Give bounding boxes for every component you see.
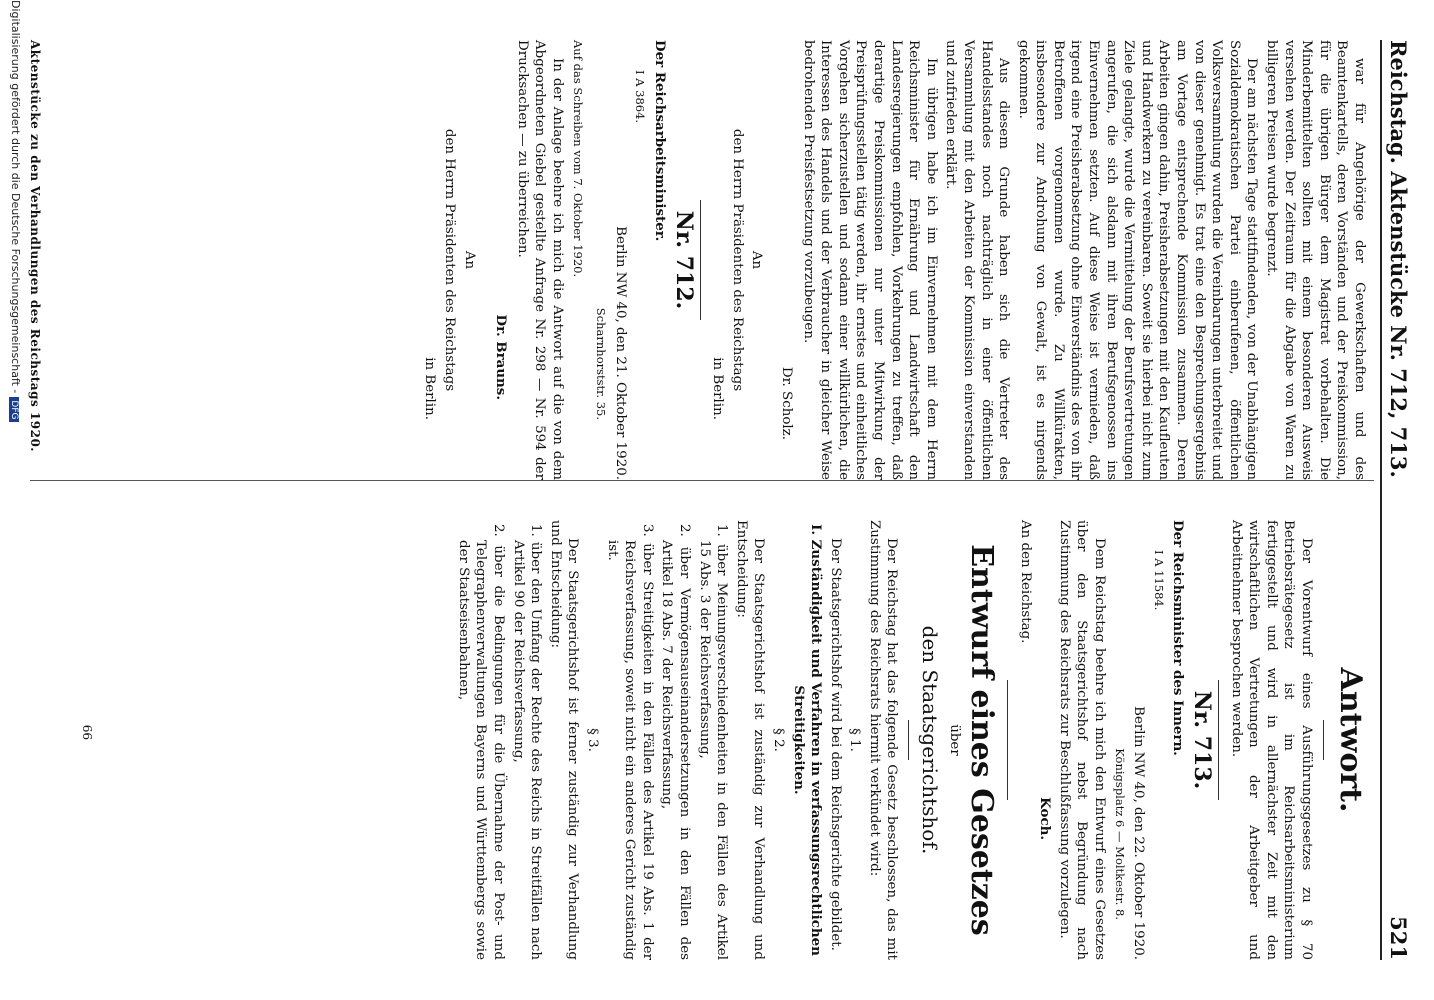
dfg-logo: DFG xyxy=(9,397,19,422)
signature: Dr. Scholz. xyxy=(779,366,794,440)
draft-ueber: über xyxy=(947,724,963,756)
signature: Koch. xyxy=(1037,797,1054,840)
paragraph: Der Vorentwurf eines Ausführungsgesetzes zu § 70 Betriebsrätegesetz ist im Reichsarbeitsministerium fertiggestellt und wird in allernächster Zeit mit den wirtschaftlichen Vertretungen der Arbeitgeber und Arbeitnehmer besprochen werden. xyxy=(1228,520,1314,960)
separator xyxy=(1323,720,1324,760)
place-date: Berlin NW 40, den 22. Oktober 1920. xyxy=(1131,706,1147,960)
header-title: Reichstag. Aktenstücke Nr. 712, 713. xyxy=(1386,40,1411,478)
answer-heading: Antwort. xyxy=(1333,667,1368,813)
draft-subject: den Staatsgerichtshof. xyxy=(918,625,943,855)
separator xyxy=(909,720,910,760)
digitization-credit xyxy=(9,0,22,1000)
section-number: § 3. xyxy=(585,728,600,752)
section-number: § 2. xyxy=(770,728,786,752)
separator xyxy=(1218,680,1219,800)
document-number: Nr. 713. xyxy=(1189,690,1216,790)
section-number: § 1. xyxy=(847,728,863,752)
right-column xyxy=(20,520,1368,960)
addressee: den Herrn Präsidenten des Reichstags xyxy=(442,128,458,392)
list-item: 1. über Meinungsverschiedenheiten in den Fällen des Artikel 15 Abs. 3 der Reichsverfassung, xyxy=(696,524,730,960)
list-item: 2. über die Bedingungen für die Übernahme der Post- und Telegraphenverwaltungen Bayerns und Württembergs sowie der Staatseisenbahnen, xyxy=(455,524,507,960)
list-item: 3. über Streitigkeiten in den Fällen des Artikel 19 Abs. 1 der Reichsverfassung, soweit nicht ein anderes Gericht zuständig ist. xyxy=(604,524,655,960)
sender: Der Reichsminister des Innern. xyxy=(1170,520,1187,756)
draft-title: Entwurf eines Gesetzes xyxy=(964,544,1000,936)
list-item: 1. über den Umfang der Rechte des Reichs in Streitfällen nach Artikel 90 der Reichsverfassung, xyxy=(510,524,544,960)
document-number: Nr. 712. xyxy=(670,210,697,310)
paragraph: Der am nächsten Tage stattfindenden, von der Unabhängigen Sozialdemokratischen Partei einberufenen, öffentlichen Volksversammlung wurden die Vereinbarungen unterbreitet und von dieser genehmigt. Es trat eine den Besprechungsergebnis am Vortage entsprechende Kommission zusammen. Deren Arbeiten gingen dahin, Preisherabsetzungen mit den Kaufleuten und Handwerkern zu vereinbaren. Soweit sie hierbei nicht zum Ziele gelangte, wurde die Vermittelung der Berufsvertretungen angerufen, die sich alsdann mit ihren Berufsgenossen ins Einvernehmen setzten. Auf diese Weise ist vermieden, daß irgend eine Preisherabsetzung ohne Einverständnis des von ihr Betroffenen vorgenommen wurde. Zu Willkürakten, insbesondere zur Androhung von Gewalt, ist es nirgends gekommen. xyxy=(1015,40,1260,480)
page-number: 521 xyxy=(1386,916,1411,960)
page-footer: Aktenstücke zu den Verhandlungen des Reichstags 1920. xyxy=(28,40,42,452)
paragraph: Dem Reichstag beehre ich mich den Entwurf eines Gesetzes über den Staatsgerichtshof nebst Begründung nach Zustimmung des Reichsrats zur Beschlußfassung vorzulegen. xyxy=(1056,520,1108,960)
addressee-an: An xyxy=(749,250,765,270)
paragraph: Aus diesem Grunde haben sich die Vertreter des Handelsstandes noch nachträglich in einer öffentlichen Versammlung mit den Arbeiten der Kommission einverstanden und zufrieden erklärt. xyxy=(943,40,1012,480)
reference-letter: Auf das Schreiben vom 7. Oktober 1920. xyxy=(570,40,585,278)
addressee-city: in Berlin. xyxy=(422,357,438,420)
list-item: 2. über Vermögensauseinandersetzungen in den Fällen des Artikel 18 Abs. 7 der Reichsverfassung, xyxy=(659,524,692,960)
digitization-text: Digitalisierung gefördert durch die Deutsche Forschungsgemeinschaft - xyxy=(9,0,22,394)
paragraph: Der Staatsgerichtshof wird bei dem Reichsgerichte gebildet. xyxy=(827,538,843,951)
signature: Dr. Brauns. xyxy=(493,314,510,400)
addressee-an: An xyxy=(461,250,477,270)
separator xyxy=(1007,680,1008,800)
section-heading: I. Zuständigkeit und Verfahren in verfassungsrechtlichen Streitigkeiten. xyxy=(790,524,825,956)
paragraph: Der Reichstag hat das folgende Gesetz beschlossen, das mit Zustimmung des Reichsrats hiermit verkündet wird: xyxy=(866,520,900,960)
paragraph: war für Angehörige der Gewerkschaften und des Beamtenkartells, deren Vorständen und der Preiskommission, für die übrigen Bürger dem Magistrat vorbehalten. Die Minderbemittelten sollten mit einem besonderen Ausweis versehen werden. Der Zeitraum für die Abgabe von Waren zu billigeren Preisen wurde begrenzt. xyxy=(1264,40,1367,480)
column-divider xyxy=(30,480,1374,481)
paragraph: Der Staatsgerichtshof ist zuständig zur Verhandlung und Entscheidung: xyxy=(733,520,767,960)
addressee: den Herrn Präsidenten des Reichstags xyxy=(729,128,745,392)
sheet-number: 66 xyxy=(80,724,94,740)
reference: I A 3864. xyxy=(633,70,648,124)
separator xyxy=(700,200,701,320)
street: Königsplatz 6 — Moltkestr. 8. xyxy=(1112,748,1127,920)
reference: I A 11584. xyxy=(1151,550,1166,611)
paragraph: Im übrigen habe ich im Einvernehmen mit dem Herrn Reichsminister für Ernährung und Landwirtschaft den Landesregierungen empfohlen, Vorkehrungen zu treffen, daß derartige Preiskommissionen nur unter Mitwirkung der Preisprüfungsstellen tätig werden, ihr ernstes und einheitliches Vorgehen sicherzustellen und sodann einer willkürlichen, die Interessen des Handels und der Verbraucher in gleicher Weise bedrohenden Preisfestsetzung vorzubeugen. xyxy=(800,40,939,480)
place-date: Berlin NW 40, den 21. Oktober 1920. xyxy=(612,226,628,480)
addressee-city: in Berlin. xyxy=(710,357,726,420)
sender: Der Reichsarbeitsminister. xyxy=(652,40,669,242)
paragraph: In der Anlage beehre ich mich die Antwort auf die von dem Abgeordneten Giebel gestellte Anfrage Nr. 298 — Nr. 594 der Drucksachen — zu überreichen. xyxy=(514,40,566,480)
paragraph: Der Staatsgerichtshof ist ferner zuständig zur Verhandlung und Entscheidung: xyxy=(547,520,581,960)
street: Scharnhorststr. 35. xyxy=(594,307,609,420)
left-column xyxy=(20,40,1368,480)
page-header xyxy=(1380,40,1416,960)
addressee: An den Reichstag. xyxy=(1017,520,1033,644)
